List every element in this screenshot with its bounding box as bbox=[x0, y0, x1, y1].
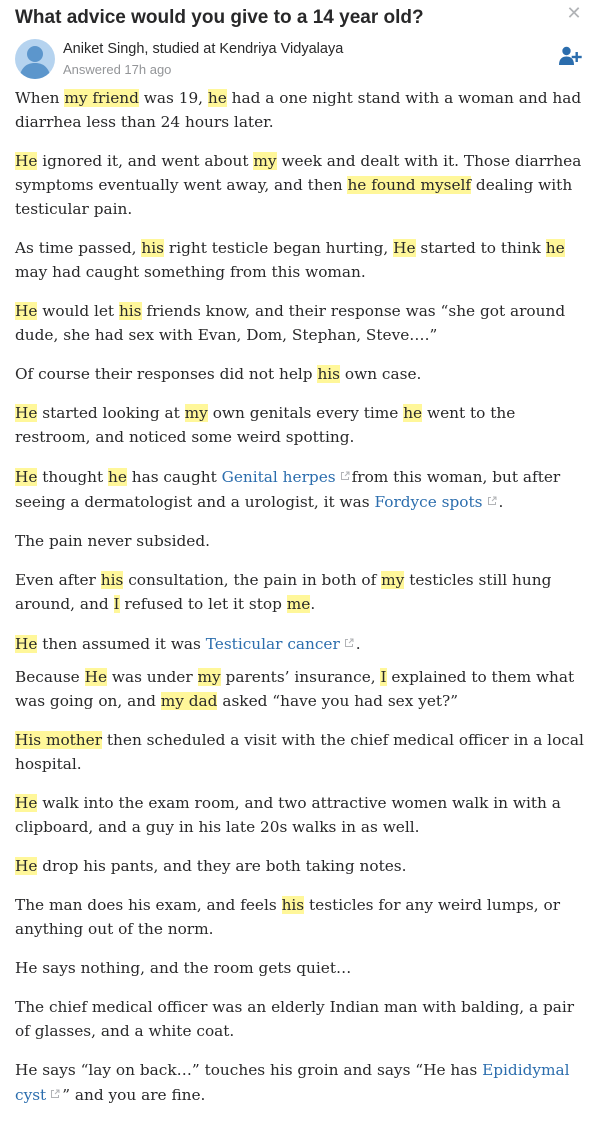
answer-text: The man does his exam, and feels bbox=[15, 896, 282, 914]
answer-text: ” and you are fine. bbox=[62, 1086, 206, 1104]
answer-text: ignored it, and went about bbox=[37, 152, 254, 170]
highlighted-word: he bbox=[207, 89, 227, 107]
highlighted-word: He bbox=[15, 857, 38, 875]
highlighted-word: my bbox=[197, 668, 221, 686]
highlighted-word: He bbox=[15, 404, 38, 422]
answer-text: He says nothing, and the room gets quiet… bbox=[15, 959, 352, 977]
external-link-icon[interactable] bbox=[487, 489, 497, 499]
answer-paragraph bbox=[15, 236, 587, 284]
answer-text: The chief medical officer was an elderly Indian man with balding, a pair of glasses, and a white coat. bbox=[15, 998, 575, 1040]
highlighted-word: his bbox=[100, 571, 124, 589]
answer-text: own case. bbox=[340, 365, 422, 383]
answer-paragraph bbox=[15, 995, 587, 1043]
external-link-icon[interactable] bbox=[340, 464, 350, 474]
answer-text: refused to let it stop bbox=[119, 595, 287, 613]
answer-text: . bbox=[498, 493, 504, 511]
answer-text: thought bbox=[37, 468, 108, 486]
highlighted-word: He bbox=[84, 668, 108, 686]
avatar[interactable] bbox=[15, 39, 55, 79]
highlighted-word: I bbox=[380, 668, 387, 686]
answer-paragraph bbox=[15, 893, 587, 941]
answer-text: . bbox=[310, 595, 316, 613]
author-line bbox=[63, 40, 343, 58]
answer-text: Because bbox=[15, 668, 85, 686]
answer-text: own genitals every time bbox=[207, 404, 404, 422]
answer-text: explained to them what was going on, and bbox=[15, 668, 575, 710]
answer-text: was under bbox=[107, 668, 198, 686]
highlighted-word: He bbox=[15, 635, 38, 653]
highlighted-word: His mother bbox=[15, 731, 103, 749]
highlighted-word: he bbox=[107, 468, 127, 486]
highlighted-word: my friend bbox=[64, 89, 139, 107]
answer-timestamp[interactable]: Answered 17h ago bbox=[63, 62, 172, 77]
topic-link[interactable]: Fordyce spots bbox=[374, 493, 483, 511]
answer-text: As time passed, bbox=[15, 239, 142, 257]
highlighted-word: his bbox=[118, 302, 142, 320]
answer-paragraph bbox=[15, 149, 587, 221]
author-credential: , studied at Kendriya Vidyalaya bbox=[144, 41, 344, 57]
answer-text: was 19, bbox=[138, 89, 208, 107]
answer-paragraph bbox=[15, 1058, 587, 1107]
answer-text: has caught bbox=[126, 468, 222, 486]
answer-text: When bbox=[15, 89, 65, 107]
answer-paragraph bbox=[15, 956, 587, 980]
highlighted-word: his bbox=[317, 365, 341, 383]
answer-text: asked “have you had sex yet?” bbox=[217, 692, 459, 710]
answer-text: The pain never subsided. bbox=[15, 532, 210, 550]
highlighted-word: He bbox=[15, 794, 38, 812]
highlighted-word: he bbox=[403, 404, 423, 422]
answer-paragraph bbox=[15, 631, 587, 656]
close-icon[interactable]: ✕ bbox=[566, 3, 582, 24]
answer-text: went to the restroom, and noticed some weird spotting. bbox=[15, 404, 516, 446]
answer-text: then scheduled a visit with the chief medical officer in a local hospital. bbox=[15, 731, 584, 773]
answer-paragraph bbox=[15, 791, 587, 839]
highlighted-word: He bbox=[15, 152, 38, 170]
answer-text: friends know, and their response was “she got around dude, she had sex with Evan, Dom, Stephan, Steve….” bbox=[15, 302, 566, 344]
answer-text: Of course their responses did not help bbox=[15, 365, 318, 383]
answer-paragraph bbox=[15, 299, 587, 347]
topic-link[interactable]: Epididymal cyst bbox=[15, 1061, 570, 1104]
answer-paragraph bbox=[15, 728, 587, 776]
topic-link[interactable]: Testicular cancer bbox=[205, 635, 340, 653]
highlighted-word: he found myself bbox=[347, 176, 472, 194]
answer-text: would let bbox=[37, 302, 119, 320]
answer-text: may had caught something from this woman. bbox=[15, 263, 366, 281]
author-name[interactable]: Aniket Singh bbox=[63, 41, 145, 57]
highlighted-word: his bbox=[281, 896, 305, 914]
highlighted-word: He bbox=[393, 239, 416, 257]
answer-paragraph bbox=[15, 362, 587, 386]
external-link-icon[interactable] bbox=[50, 1082, 60, 1092]
answer-text: testicles still hung around, and bbox=[15, 571, 552, 613]
answer-text: Even after bbox=[15, 571, 101, 589]
highlighted-word: my bbox=[253, 152, 277, 170]
topic-link[interactable]: Genital herpes bbox=[221, 468, 336, 486]
answer-paragraph bbox=[15, 665, 587, 713]
answer-text: consultation, the pain in both of bbox=[123, 571, 382, 589]
follow-user-icon[interactable] bbox=[558, 44, 582, 68]
answer-text: testicles for any weird lumps, or anything out of the norm. bbox=[15, 896, 561, 938]
answer-text: started to think bbox=[415, 239, 546, 257]
answer-paragraph bbox=[15, 854, 587, 878]
answer-paragraph bbox=[15, 464, 587, 514]
answer-text: week and dealt with it. Those diarrhea symptoms eventually went away, and then bbox=[15, 152, 582, 194]
highlighted-word: his bbox=[141, 239, 165, 257]
highlighted-word: He bbox=[15, 302, 38, 320]
answer-text: then assumed it was bbox=[37, 635, 206, 653]
answer-text: right testicle began hurting, bbox=[164, 239, 394, 257]
highlighted-word: my bbox=[184, 404, 208, 422]
answer-paragraph bbox=[15, 86, 587, 134]
answer-text: . bbox=[355, 635, 361, 653]
answer-body bbox=[15, 86, 587, 1122]
highlighted-word: my bbox=[381, 571, 405, 589]
answer-text: started looking at bbox=[37, 404, 185, 422]
highlighted-word: me bbox=[286, 595, 311, 613]
highlighted-word: I bbox=[113, 595, 120, 613]
answer-paragraph bbox=[15, 568, 587, 616]
answer-text: had a one night stand with a woman and had diarrhea less than 24 hours later. bbox=[15, 89, 582, 131]
highlighted-word: He bbox=[15, 468, 38, 486]
external-link-icon[interactable] bbox=[344, 631, 354, 641]
answer-text: parents’ insurance, bbox=[220, 668, 381, 686]
highlighted-word: he bbox=[545, 239, 565, 257]
answer-text: from this woman, but after seeing a dermatologist and a urologist, it was bbox=[15, 468, 561, 511]
answer-text: He says “lay on back…” touches his groin and says “He has bbox=[15, 1061, 483, 1079]
answer-paragraph bbox=[15, 529, 587, 553]
answer-text: drop his pants, and they are both taking notes. bbox=[37, 857, 407, 875]
answer-text: dealing with testicular pain. bbox=[15, 176, 573, 218]
answer-paragraph bbox=[15, 401, 587, 449]
highlighted-word: my dad bbox=[160, 692, 218, 710]
question-title[interactable]: What advice would you give to a 14 year old? bbox=[15, 7, 424, 28]
answer-text: walk into the exam room, and two attractive women walk in with a clipboard, and a guy in his late 20s walks in as well. bbox=[15, 794, 561, 836]
